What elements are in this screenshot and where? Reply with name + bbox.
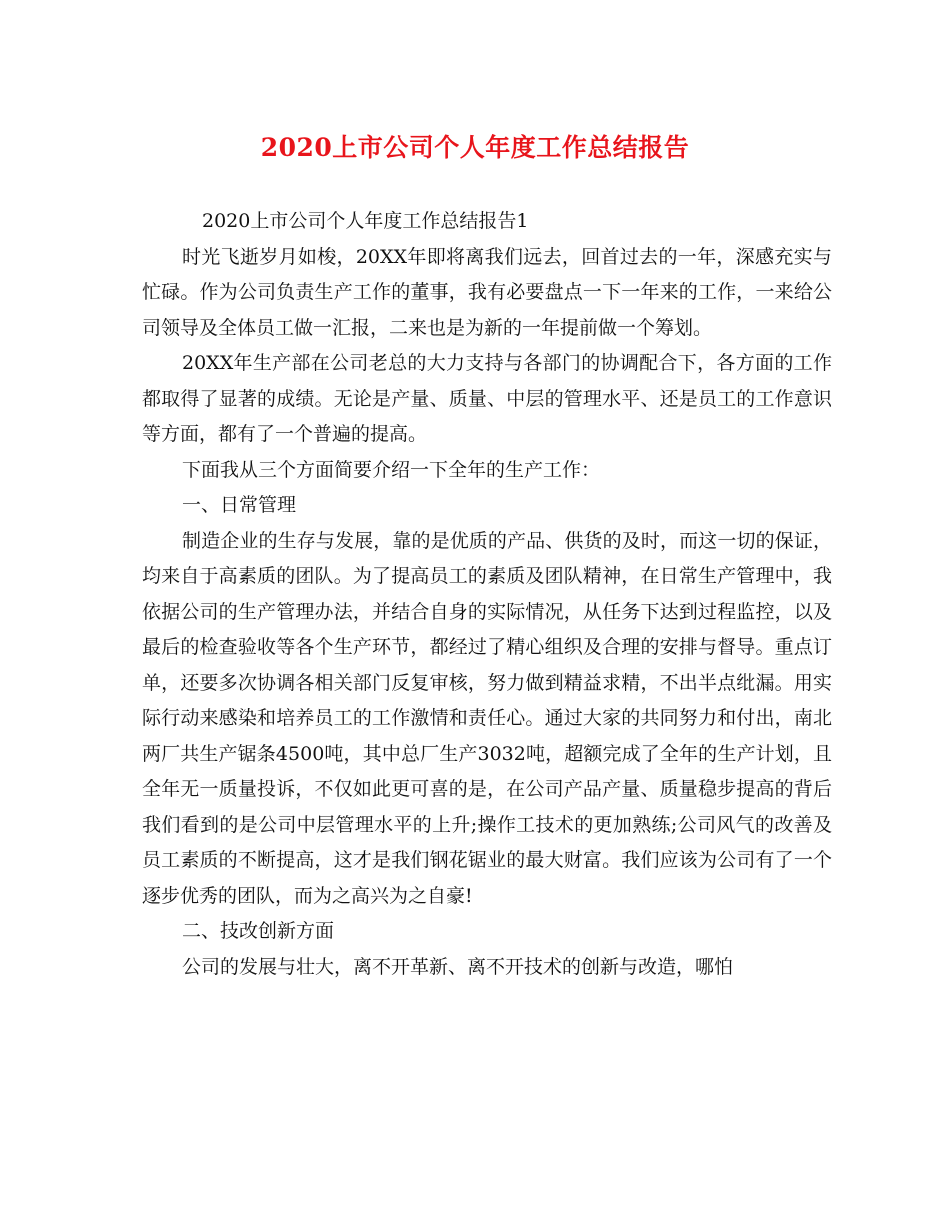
document-body xyxy=(142,204,832,985)
document-title: 2020上市公司个人年度工作总结报告 xyxy=(260,133,690,162)
paragraph-innovation: 公司的发展与壮大，离不开革新、离不开技术的创新与改造，哪怕 xyxy=(182,955,734,978)
paragraph-summary: 20XX年生产部在公司老总的大力支持与各部门的协调配合下，各方面的工作都取得了显著的成绩。无论是产量、质量、中层的管理水平、还是员工的工作意识等方面，都有了一个普遍的提高。 xyxy=(142,352,832,445)
paragraph-intro: 时光飞逝岁月如梭，20XX年即将离我们远去，回首过去的一年，深感充实与忙碌。作为公司负责生产工作的董事，我有必要盘点一下一年来的工作，一来给公司领导及全体员工做一汇报，二来也是为新的一年提前做一个筹划。 xyxy=(142,245,832,339)
heading-daily-management: 一、日常管理 xyxy=(182,494,297,516)
paragraph-daily-management: 制造企业的生存与发展，靠的是优质的产品、供货的及时，而这一切的保证，均来自于高素质的团队。为了提高员工的素质及团队精神，在日常生产管理中，我依据公司的生产管理办法，并结合自身的实际情况，从任务下达到过程监控，以及最后的检查验收等各个生产环节，都经过了精心组织及合理的安排与督导。重点订单，还要多次协调各相关部门反复审核，努力做到精益求精，不出半点纰漏。用实际行动来感染和培养员工的工作激情和责任心。通过大家的共同努力和付出，南北两厂共生产锯条4500吨，其中总厂生产3032吨，超额完成了全年的生产计划，且全年无一质量投诉，不仅如此更可喜的是，在公司产品产量、质量稳步提高的背后我们看到的是公司中层管理水平的上升;操作工技术的更加熟练;公司风气的改善及员工素质的不断提高，这才是我们钢花锯业的最大财富。我们应该为公司有了一个逐步优秀的团队，而为之高兴为之自豪! xyxy=(142,529,832,907)
heading-innovation: 二、技改创新方面 xyxy=(182,920,335,942)
section-subtitle: 2020上市公司个人年度工作总结报告1 xyxy=(202,210,529,232)
paragraph-overview: 下面我从三个方面简要介绍一下全年的生产工作： xyxy=(182,458,601,481)
